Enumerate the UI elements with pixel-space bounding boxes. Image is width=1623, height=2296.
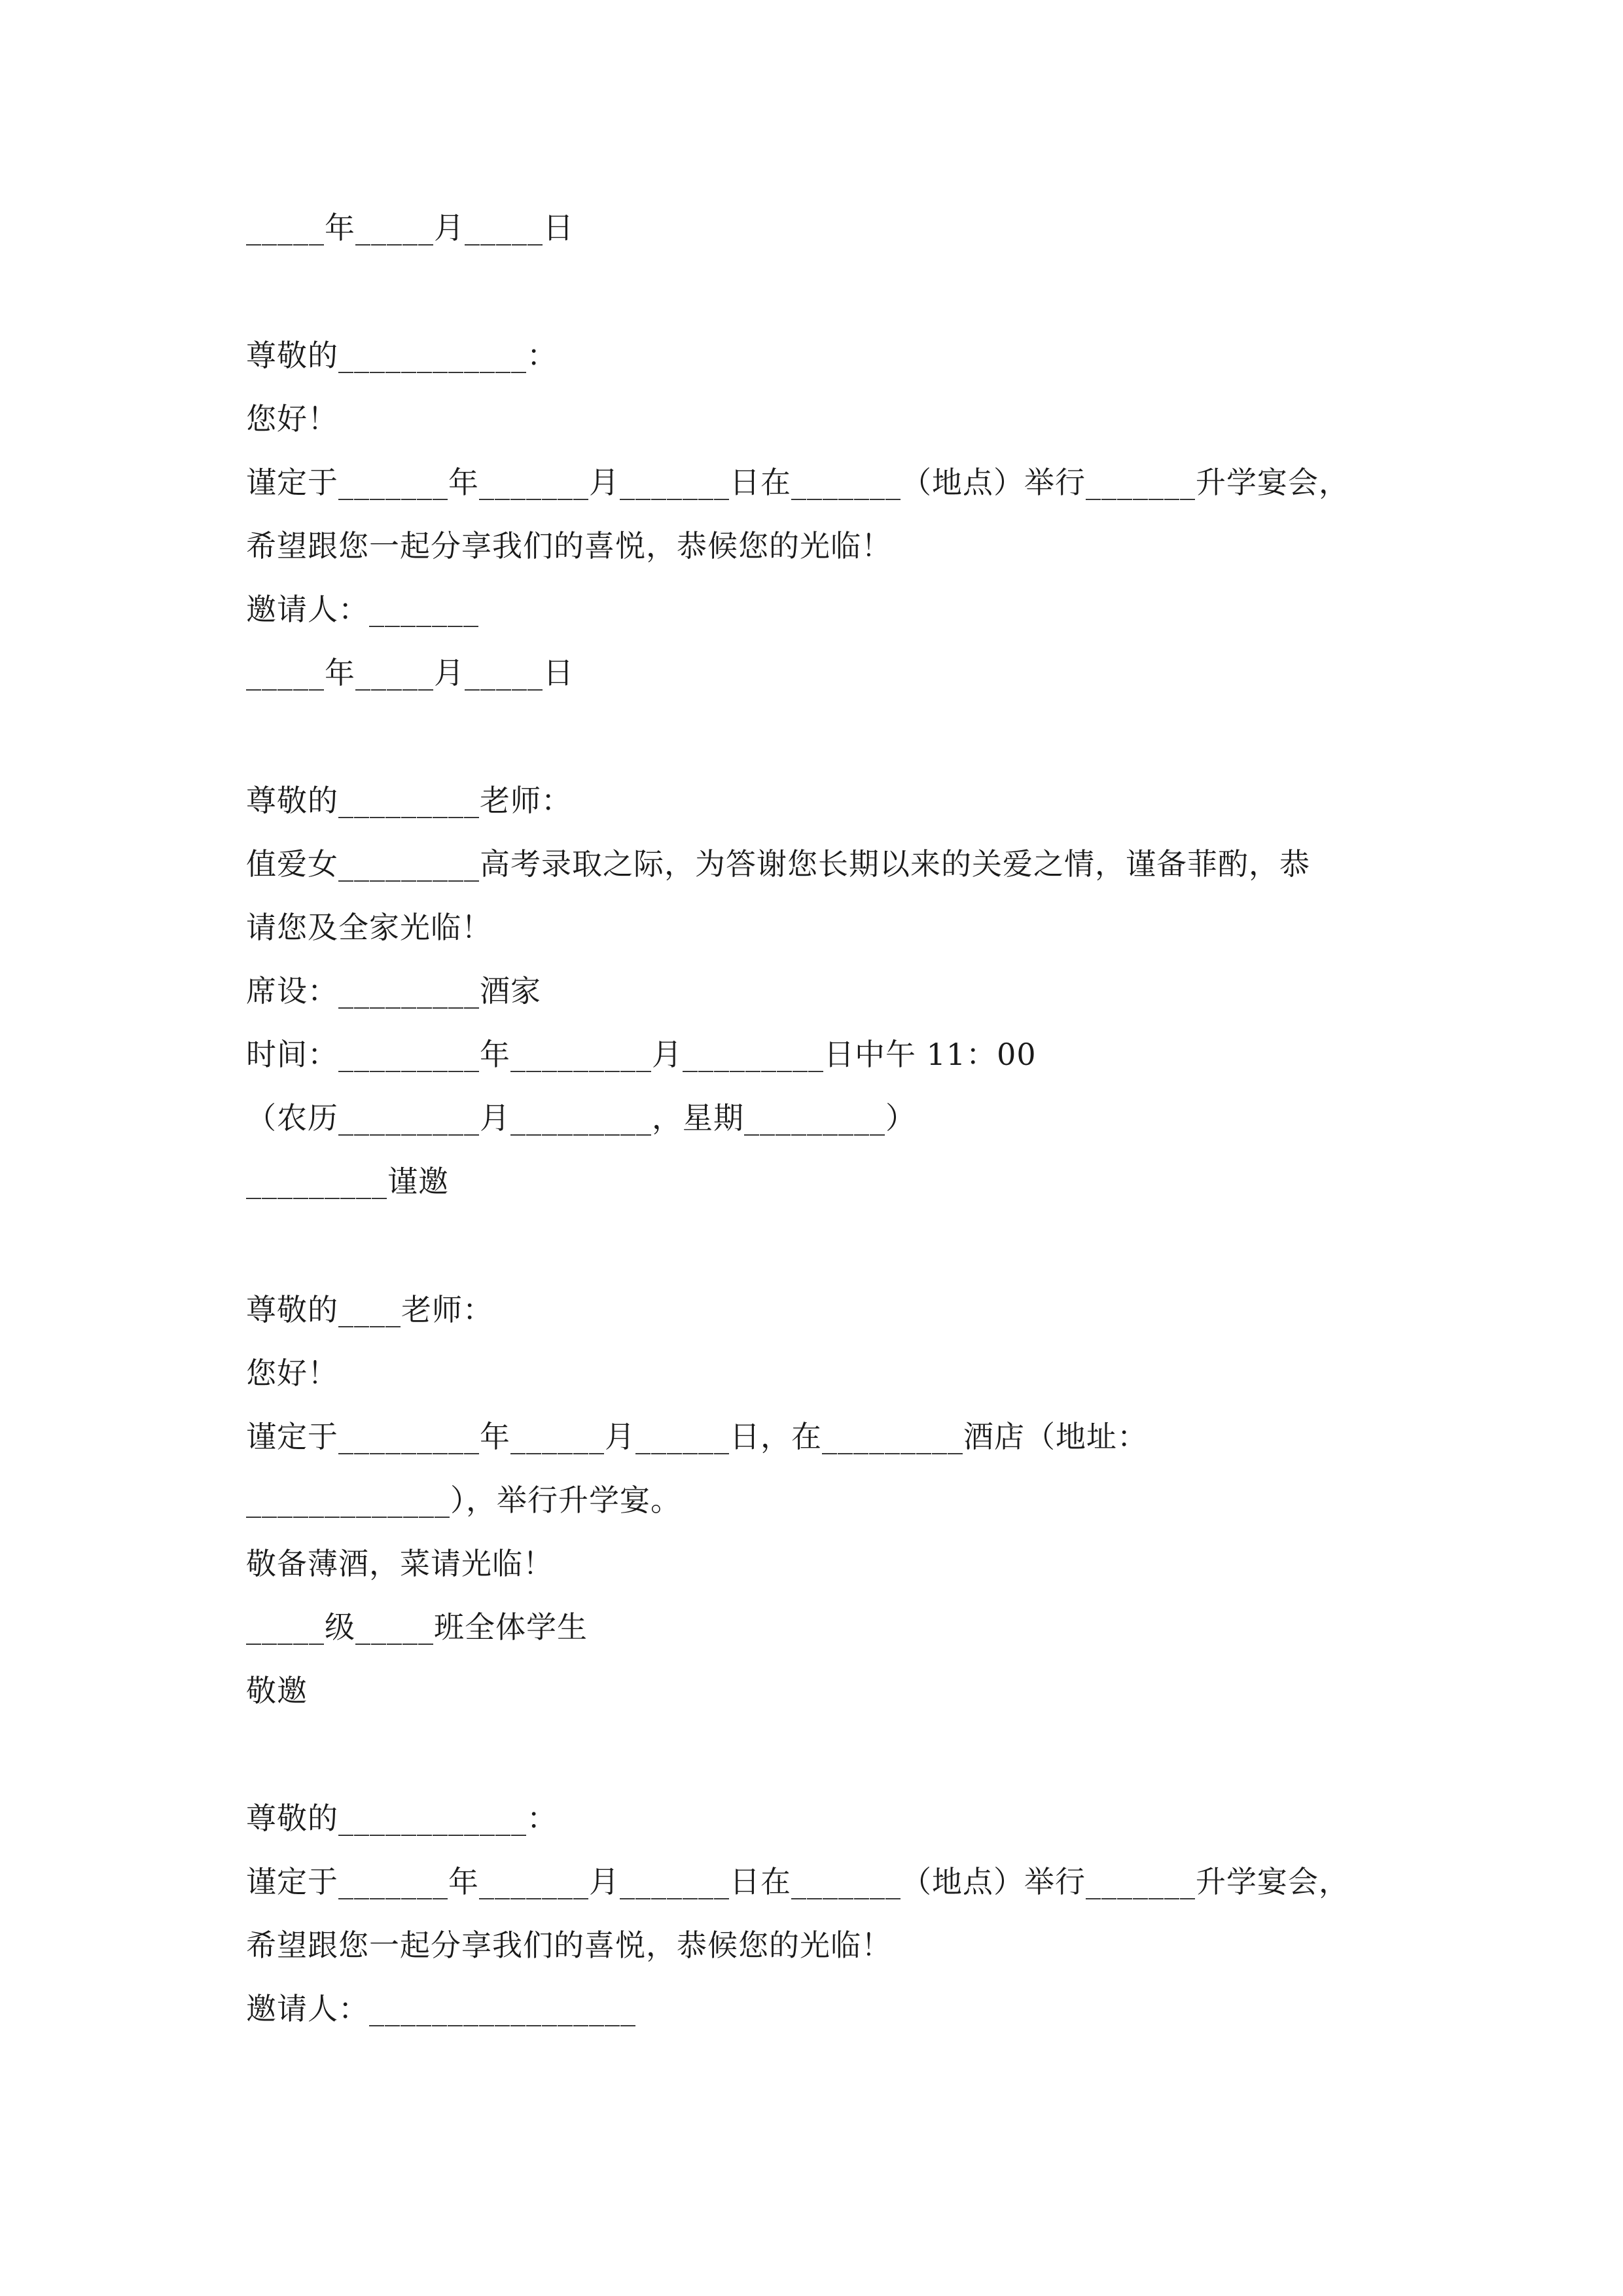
salutation-teacher-line-1: 尊敬的_________老师： xyxy=(246,783,572,818)
lunar-date-line: （农历_________月_________，星期_________） xyxy=(246,1100,916,1136)
salutation-line-2: 尊敬的____________： xyxy=(246,1801,558,1836)
closing-line: 敬邀 xyxy=(246,1673,308,1708)
signature-line-1: _________谨邀 xyxy=(246,1164,449,1199)
invitation-body-line-7: 敬备薄酒，菜请光临！ xyxy=(246,1546,554,1581)
greeting-line-2: 您好！ xyxy=(246,1355,338,1391)
greeting-line-1: 您好！ xyxy=(246,401,338,437)
salutation-line-1: 尊敬的____________： xyxy=(246,338,558,373)
signature-line-2: _____级_____班全体学生 xyxy=(246,1609,588,1645)
invitation-body-line-1: 谨定于_______年_______月_______日在_______（地点）举行_______升学宴会， xyxy=(246,465,1349,500)
inviter-line-2: 邀请人：_________________ xyxy=(246,1991,636,2026)
inviter-line-1: 邀请人：_______ xyxy=(246,592,479,627)
time-line: 时间：_________年_________月_________日中午 11：00 xyxy=(246,1037,1037,1072)
invitation-body-line-6: _____________），举行升学宴。 xyxy=(246,1482,681,1518)
invitation-body-line-4: 请您及全家光临！ xyxy=(246,910,492,945)
date-line-1: _____年_____月_____日 xyxy=(246,210,574,245)
venue-line: 席设：_________酒家 xyxy=(246,973,541,1009)
invitation-body-line-2: 希望跟您一起分享我们的喜悦，恭候您的光临！ xyxy=(246,528,892,564)
invitation-body-line-8: 谨定于_______年_______月_______日在_______（地点）举行_______升学宴会， xyxy=(246,1864,1349,1899)
invitation-body-line-9: 希望跟您一起分享我们的喜悦，恭候您的光临！ xyxy=(246,1928,892,1963)
invitation-body-line-5: 谨定于_________年______月______日，在_________酒店（地址： xyxy=(246,1419,1148,1454)
invitation-body-line-3: 值爱女_________高考录取之际，为答谢您长期以来的关爱之情，谨备菲酌，恭 xyxy=(246,846,1310,882)
date-line-2: _____年_____月_____日 xyxy=(246,655,574,691)
salutation-teacher-line-2: 尊敬的____老师： xyxy=(246,1292,493,1327)
